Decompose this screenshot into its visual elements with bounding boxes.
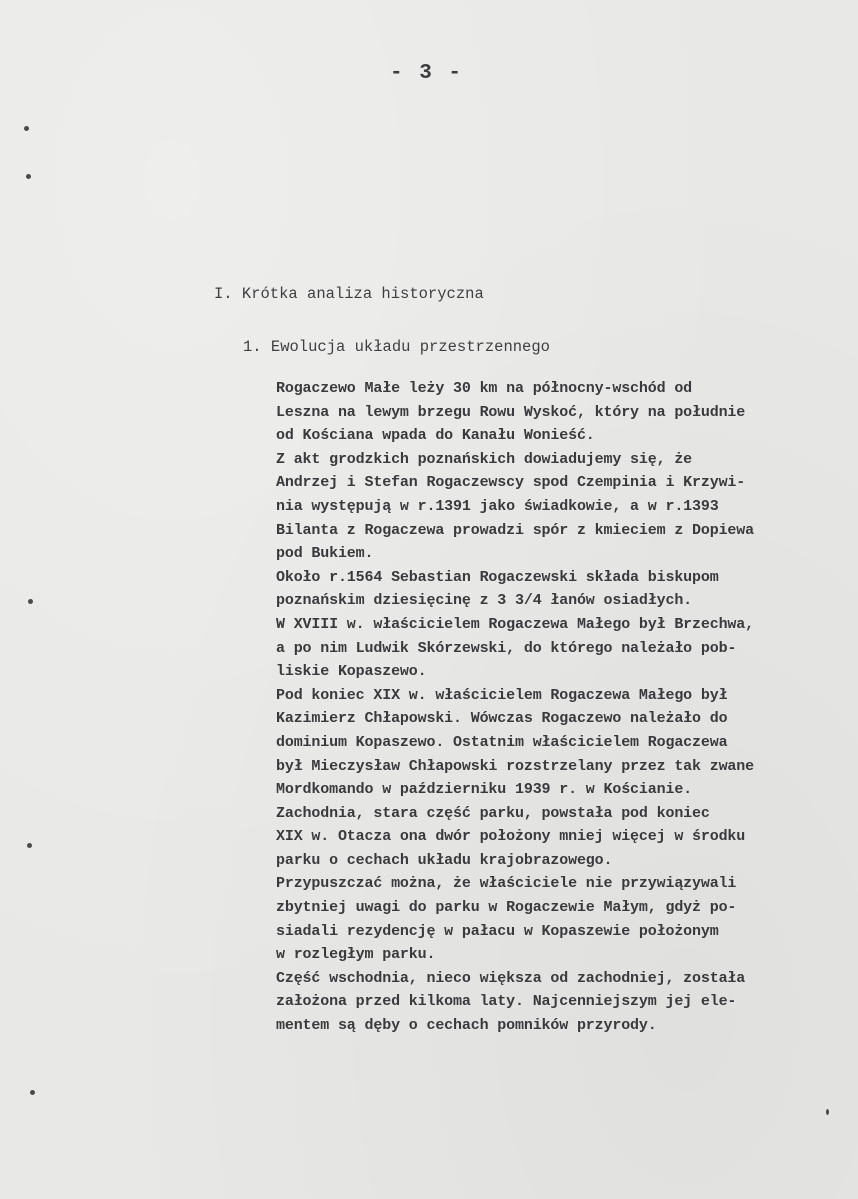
text-line: Zachodnia, stara część parku, powstała pod koniec — [276, 804, 710, 822]
text-line: Część wschodnia, nieco większa od zachodniej, została — [276, 969, 746, 987]
text-line: dominium Kopaszewo. Ostatnim właścicielem Rogaczewa — [276, 733, 728, 751]
text-line: Z akt grodzkich poznańskich dowiadujemy się, że — [276, 450, 693, 468]
section-heading: I. Krótka analiza historyczna — [214, 285, 484, 303]
speck-mark — [826, 1109, 829, 1115]
punch-hole-mark — [26, 174, 31, 179]
text-line: W XVIII w. właścicielem Rogaczewa Małego był Brzechwa, — [276, 615, 754, 633]
text-line: Leszna na lewym brzegu Rowu Wyskoć, który na południe — [276, 403, 746, 421]
text-line: Pod koniec XIX w. właścicielem Rogaczewa Małego był — [276, 686, 728, 704]
punch-hole-mark — [27, 843, 32, 848]
text-line: liskie Kopaszewo. — [276, 663, 427, 681]
text-line: poznańskim dziesięcinę z 3 3/4 łanów osiadłych. — [276, 592, 693, 610]
text-line: Przypuszczać można, że właściciele nie przywiązywali — [276, 875, 737, 893]
text-line: parku o cechach układu krajobrazowego. — [276, 851, 613, 869]
text-line: XIX w. Otacza ona dwór położony mniej więcej w środku — [276, 828, 746, 846]
text-line: od Kościana wpada do Kanału Wonieść. — [276, 427, 595, 445]
punch-hole-mark — [24, 126, 29, 131]
body-text — [276, 377, 846, 1038]
text-line: pod Bukiem. — [276, 545, 374, 563]
page-number: - 3 - — [390, 62, 464, 85]
text-line: nia występują w r.1391 jako świadkowie, a w r.1393 — [276, 497, 719, 515]
text-line: założona przed kilkoma laty. Najcenniejszym jej ele- — [276, 993, 737, 1011]
text-line: zbytniej uwagi do parku w Rogaczewie Małym, gdyż po- — [276, 899, 737, 917]
text-line: Około r.1564 Sebastian Rogaczewski składa biskupom — [276, 568, 719, 586]
text-line: był Mieczysław Chłapowski rozstrzelany przez tak zwane — [276, 757, 754, 775]
text-line: siadali rezydencję w pałacu w Kopaszewie położonym — [276, 922, 719, 940]
text-line: Kazimierz Chłapowski. Wówczas Rogaczewo należało do — [276, 710, 728, 728]
text-line: Bilanta z Rogaczewa prowadzi spór z kmieciem z Dopiewa — [276, 521, 754, 539]
text-line: Mordkomando w październiku 1939 r. w Kościanie. — [276, 781, 693, 799]
subsection-heading: 1. Ewolucja układu przestrzennego — [243, 338, 550, 356]
text-line: Andrzej i Stefan Rogaczewscy spod Czempinia i Krzywi- — [276, 474, 746, 492]
punch-hole-mark — [30, 1090, 35, 1095]
text-line: w rozległym parku. — [276, 946, 436, 964]
punch-hole-mark — [28, 599, 33, 604]
text-line: mentem są dęby o cechach pomników przyrody. — [276, 1017, 657, 1035]
text-line: Rogaczewo Małe leży 30 km na północny-wschód od — [276, 380, 693, 397]
text-line: a po nim Ludwik Skórzewski, do którego należało pob- — [276, 639, 737, 657]
